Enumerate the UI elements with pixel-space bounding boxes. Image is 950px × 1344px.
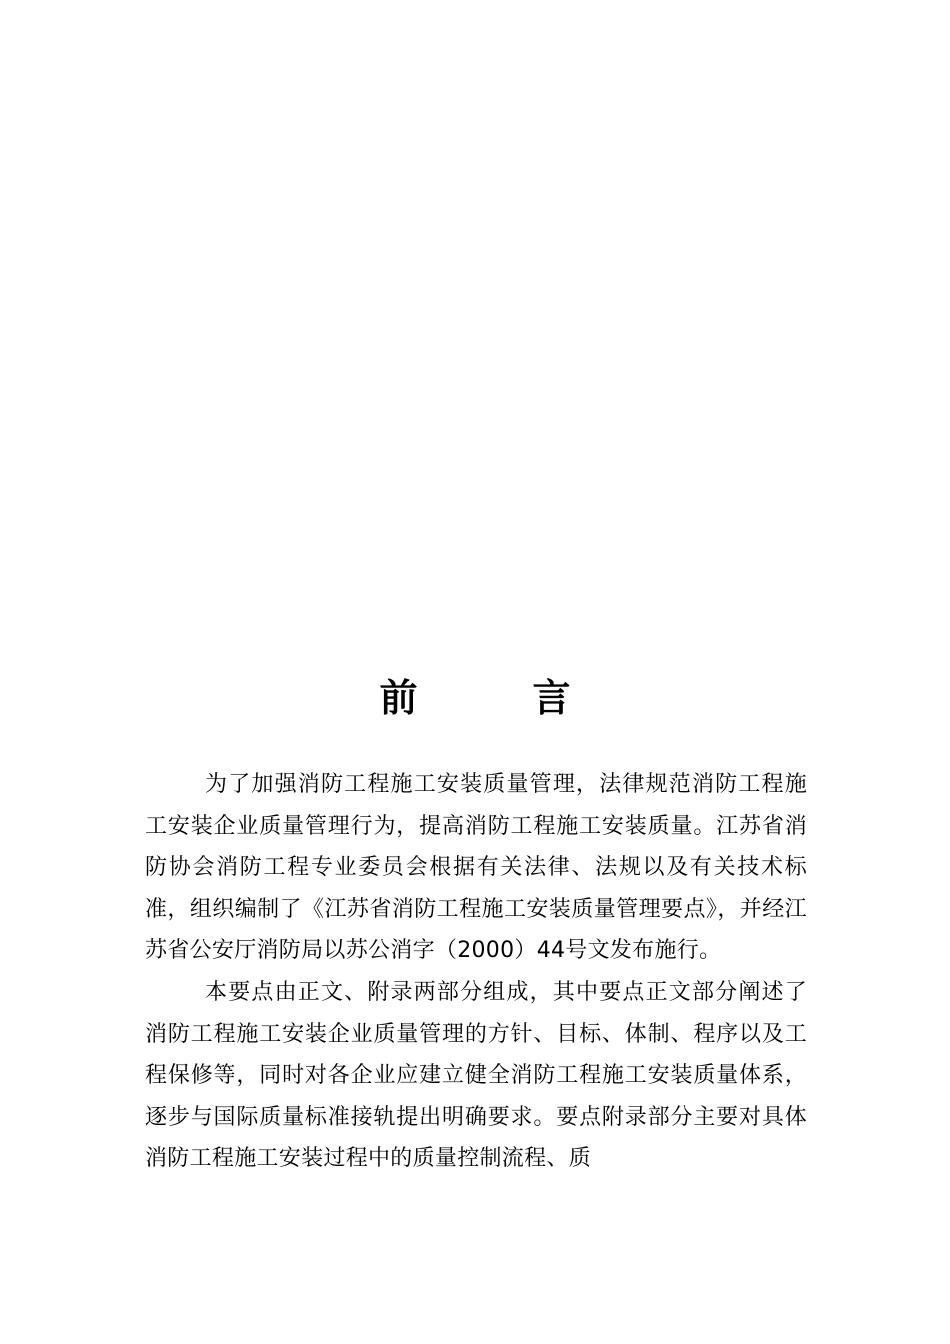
- title-char-right: 言: [532, 676, 571, 720]
- page-title: [0, 672, 950, 724]
- paragraph-1: 为了加强消防工程施工安装质量管理，法律规范消防工程施工安装企业质量管理行为，提高消防工程施工安装质量。江苏省消防协会消防工程专业委员会根据有关法律、法规以及有关技术标准，组织编制了《江苏省消防工程施工安装质量管理要点》，并经江苏省公安厅消防局以苏公消字（2000）44号文发布施行。: [145, 772, 807, 964]
- preface-body: [145, 764, 807, 1180]
- paragraph-2: 本要点由正文、附录两部分组成，其中要点正文部分阐述了消防工程施工安装企业质量管理的方针、目标、体制、程序以及工程保修等，同时对各企业应建立健全消防工程施工安装质量体系，逐步与国际质量标准接轨提出明确要求。要点附录部分主要对具体消防工程施工安装过程中的质量控制流程、质: [145, 979, 807, 1172]
- title-char-left: 前: [379, 676, 418, 720]
